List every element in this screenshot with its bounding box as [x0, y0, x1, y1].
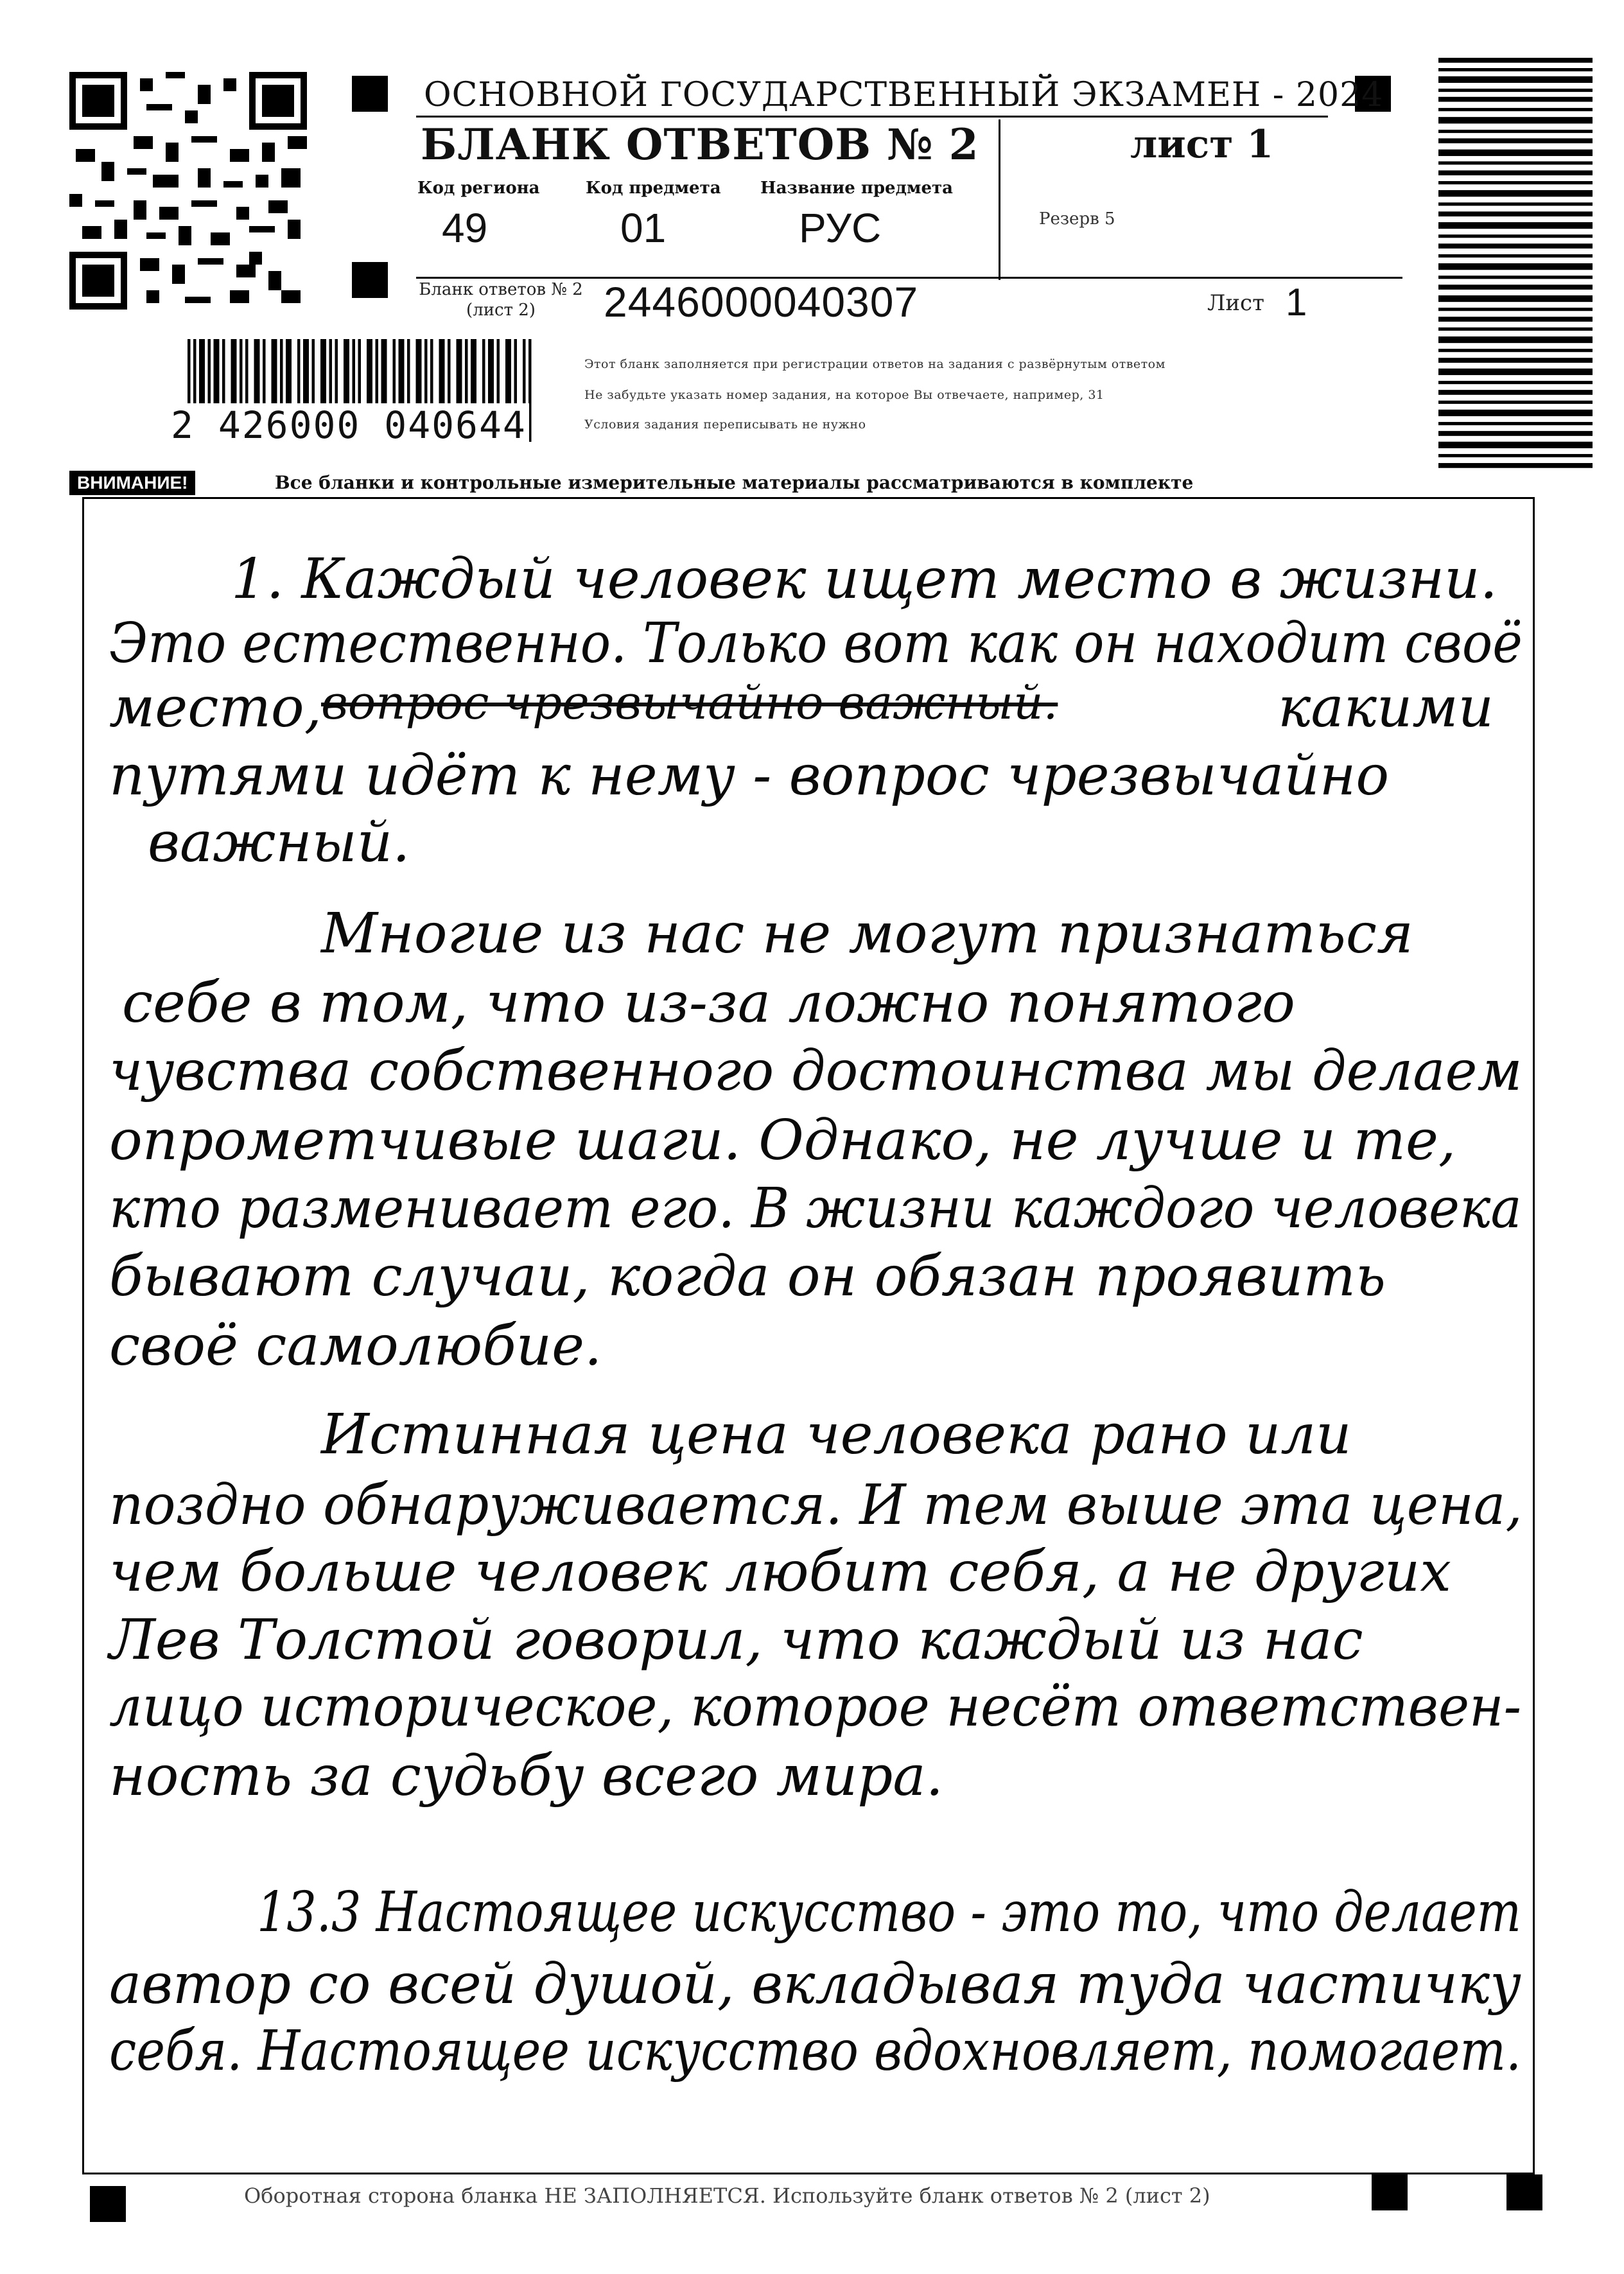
answer-line: поздно обнаруживается. И тем выше эта цена,: [109, 1473, 1523, 1537]
qr-code: [69, 72, 307, 310]
sheet-label: Лист: [1207, 290, 1264, 316]
answer-line: лицо историческое, которое несёт ответствен-: [109, 1675, 1522, 1739]
crossed-out-text: вопрос чрезвычайно важный.: [321, 676, 1058, 730]
answer-line: ность за судьбу всего мира.: [109, 1744, 943, 1808]
barcode-digits: 2 426000 040644: [168, 403, 529, 447]
subject-code-label: Код предмета: [586, 179, 721, 198]
answer-line: Многие из нас не могут признаться: [321, 902, 1413, 966]
region-code-label: Код региона: [417, 179, 540, 198]
answer-line: автор со всей душой, вкладывая туда частичку: [109, 1952, 1521, 2016]
alignment-marker-bottom-right-1: [1372, 2174, 1408, 2210]
sheet-title: лист 1: [1130, 122, 1274, 167]
instruction-note-3: Условия задания переписывать не нужно: [584, 417, 866, 432]
instruction-note-1: Этот бланк заполняется при регистрации ответов на задания с развёрнутым ответом: [584, 357, 1166, 371]
answer-line: какими: [1278, 676, 1494, 740]
answer-line: себе в том, что из-за ложно понятого: [122, 971, 1295, 1035]
sheet-number: 1: [1286, 281, 1307, 324]
header-divider: [999, 119, 1000, 280]
subject-name-label: Название предмета: [760, 179, 953, 198]
answer-line: Это естественно. Только вот как он находит своё: [109, 611, 1523, 676]
instruction-note-2: Не забудьте указать номер задания, на которое Вы отвечаете, например, 31: [584, 388, 1104, 402]
answer-line: своё самолюбие.: [109, 1314, 602, 1378]
reserve-label: Резерв 5: [1039, 209, 1115, 229]
warning-badge: ВНИМАНИЕ!: [69, 471, 195, 495]
barcode-vertical: [1438, 58, 1593, 469]
alignment-marker-bottom-right-2: [1506, 2174, 1542, 2210]
answer-line: 1. Каждый человек ищет место в жизни.: [231, 547, 1497, 611]
answer-line: место,: [109, 676, 322, 740]
answer-line: себя. Настоящее искусство вдохновляет, помогает.: [109, 2019, 1522, 2083]
exam-title: ОСНОВНОЙ ГОСУДАРСТВЕННЫЙ ЭКЗАМЕН - 2024: [424, 76, 1384, 114]
subject-code-value: 01: [620, 205, 667, 251]
answer-line: 13.3 Настоящее искусство - это то, что делает: [257, 1880, 1521, 1945]
title-rule: [416, 116, 1328, 118]
form-number: 2446000040307: [604, 278, 919, 326]
warning-text: Все бланки и контрольные измерительные материалы рассматриваются в комплекте: [275, 472, 1194, 493]
alignment-marker-bottom-left: [90, 2186, 126, 2222]
answer-line: Лев Толстой говорил, что каждый из нас: [109, 1608, 1363, 1672]
answer-line: чем больше человек любит себя, а не других: [109, 1540, 1451, 1604]
form-title: БЛАНК ОТВЕТОВ № 2: [421, 119, 979, 170]
answer-line: опрометчивые шаги. Однако, не лучше и те,: [109, 1108, 1456, 1173]
answer-line: Истинная цена человека рано или: [321, 1403, 1352, 1467]
region-code-value: 49: [442, 205, 488, 251]
answer-line: чувства собственного достоинства мы делаем: [109, 1039, 1523, 1103]
answer-line: путями идёт к нему - вопрос чрезвычайно: [109, 744, 1390, 808]
subject-name-value: РУС: [799, 205, 882, 251]
alignment-marker-mid-left: [352, 262, 388, 298]
alignment-marker-top-left: [352, 76, 388, 112]
footer-note: Оборотная сторона бланка НЕ ЗАПОЛНЯЕТСЯ. Используйте бланк ответов № 2 (лист 2): [244, 2183, 1210, 2208]
answer-line: важный.: [148, 810, 410, 875]
answer-line: бывают случаи, когда он обязан проявить: [109, 1245, 1386, 1309]
answer-line: кто разменивает его. В жизни каждого человека: [109, 1176, 1522, 1241]
answer-form-label: Бланк ответов № 2 (лист 2): [419, 280, 583, 320]
